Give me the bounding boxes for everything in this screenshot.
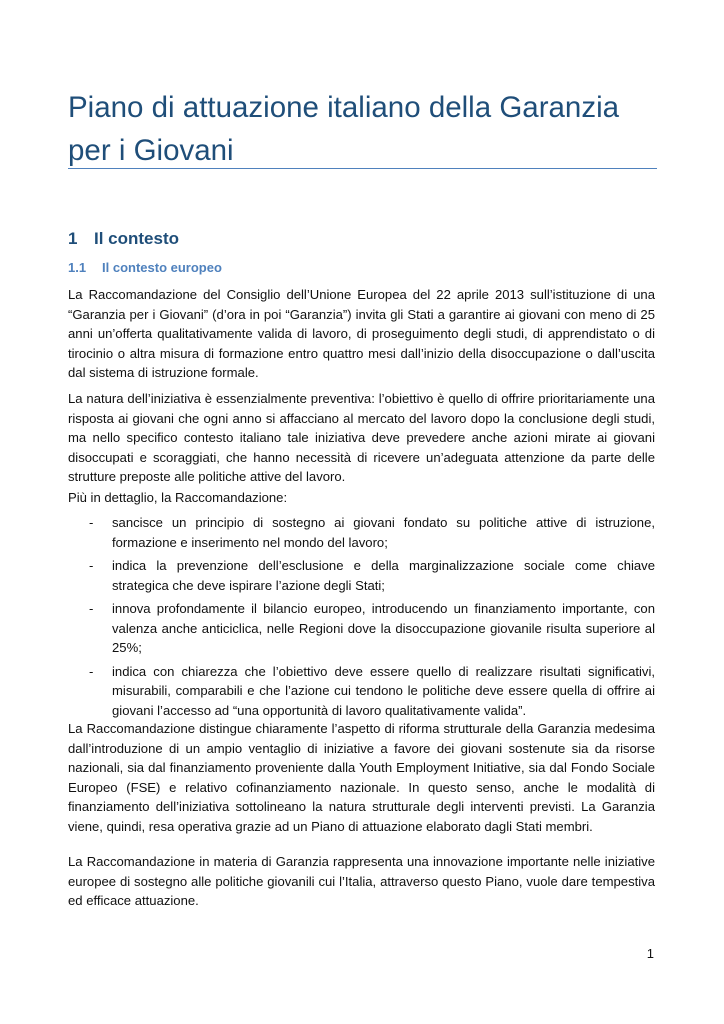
paragraph-structural-reform: La Raccomandazione distingue chiaramente l’aspetto di riforma strutturale della Garanzia medesima dall’introduzione di un ampio ventaglio di iniziative a favore dei giovani sostenute sia da risorse nazionali, sia dal finanziamento proveniente dalla Youth Employment Initiative, sia dal Fondo Sociale Europeo (FSE) e relativo cofinanziamento nazionale. In questo senso, anche le modalità di finanziamento dell’iniziativa sottolineano la natura strutturale degli interventi previsti. La Garanzia viene, quindi, resa operativa grazie ad un Piano di attuazione elaborato dagli Stati membri. xyxy=(68,721,655,834)
list-item xyxy=(68,599,655,658)
bullet-dash: - xyxy=(89,558,94,573)
section-title: Il contesto xyxy=(94,229,180,248)
document-title: Piano di attuazione italiano della Garanzia per i Giovani xyxy=(68,91,620,167)
recommendation-bullet-list xyxy=(68,513,655,720)
bullet-dash: - xyxy=(89,515,94,530)
list-item-text: indica con chiarezza che l’obiettivo deve essere quello di realizzare risultati significativi, misurabili, comparabili e che l’azione cui tendono le politiche deve essere quella di offrire ai giovani l’accesso ad “una opportunità di lavoro qualitativamente valida”. xyxy=(112,663,655,718)
paragraph-details-lead: Più in dettaglio, la Raccomandazione: xyxy=(68,490,288,505)
paragraph-conclusion: La Raccomandazione in materia di Garanzia rappresenta una innovazione importante nelle iniziative europee di sostegno alle politiche giovanili cui l’Italia, attraverso questo Piano, vuole dare tempestiva ed efficace attuazione. xyxy=(68,854,655,908)
subsection-title: Il contesto europeo xyxy=(102,260,222,275)
list-item-text: sancisce un principio di sostegno ai giovani fondato su politiche attive di istruzione, formazione e inserimento nel mondo del lavoro; xyxy=(112,515,655,550)
section-number: 1 xyxy=(68,229,78,248)
subsection-heading xyxy=(68,259,222,277)
list-item-text: innova profondamente il bilancio europeo, introducendo un finanziamento importante, con valenza anche anticiclica, nelle Regioni dove la disoccupazione giovanile risulta superiore al 25%; xyxy=(112,601,655,655)
bullet-dash: - xyxy=(89,663,94,679)
bullet-dash: - xyxy=(89,601,94,616)
section-heading xyxy=(68,228,179,250)
list-item xyxy=(68,513,655,552)
page-number: 1 xyxy=(646,946,654,961)
list-item-text: indica la prevenzione dell’esclusione e della marginalizzazione sociale come chiave strategica che deve ispirare l’azione degli Stati; xyxy=(112,558,655,593)
paragraph-intro: La Raccomandazione del Consiglio dell’Unione Europea del 22 aprile 2013 sull’istituzione di una “Garanzia per i Giovani” (d’ora in poi “Garanzia”) invita gli Stati a garantire ai giovani con meno di 25 anni un’offerta qualitativamente valida di lavoro, di proseguimento degli studi, di apprendistato o di tirocinio o altra misura di formazione entro quattro mesi dall’inizio della disoccupazione o dall’uscita dal sistema di istruzione formale. xyxy=(68,287,655,380)
subsection-number: 1.1 xyxy=(68,260,87,275)
paragraph-nature: La natura dell’iniziativa è essenzialmente preventiva: l’obiettivo è quello di offrire prioritariamente una risposta ai giovani che ogni anno si affacciano al mercato del lavoro dopo la conclusione degli studi, ma nello specifico contesto italiano tale iniziativa deve prevedere anche azioni mirate ai giovani disoccupati e scoraggiati, che hanno necessità di ricevere un’adeguata attenzione da parte delle strutture preposte alle politiche attive del lavoro. xyxy=(68,391,655,484)
title-underline-divider xyxy=(68,168,657,169)
list-item xyxy=(68,556,655,595)
list-item xyxy=(68,662,655,721)
